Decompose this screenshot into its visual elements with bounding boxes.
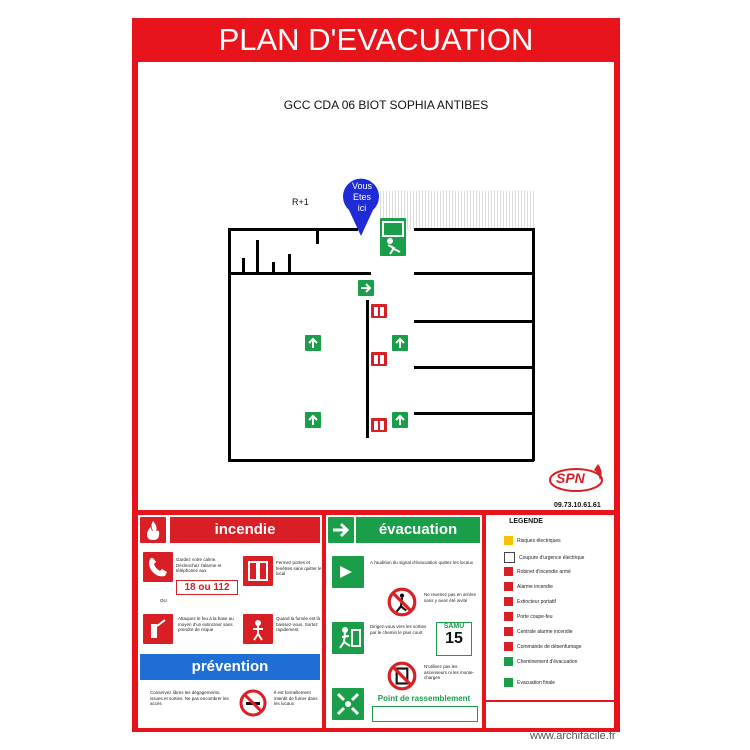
footer-site: www.archifacile.fr — [530, 730, 616, 742]
electric-risk-icon — [504, 536, 513, 545]
floor-plan-area — [138, 62, 614, 510]
smoke-control-icon — [504, 642, 513, 651]
site-name: GCC CDA 06 BIOT SOPHIA ANTIBES — [283, 98, 489, 112]
final-exit-icon — [504, 678, 513, 687]
legend-item-label: Risques électriques — [517, 537, 561, 544]
evacuation-arrow-icon — [328, 517, 354, 543]
poster-title: PLAN D'EVACUATION — [218, 22, 534, 57]
legend-item-label: Cheminement d'évacuation — [517, 658, 578, 665]
no-running-icon — [386, 586, 418, 618]
incendie-step-2-text: Fermez portes et fenêtres sans quitter le local — [276, 560, 322, 576]
you-are-here-label — [342, 181, 382, 214]
samu-box — [436, 622, 472, 656]
legend-item — [504, 552, 584, 563]
exit-arrow-up-icon — [305, 412, 321, 428]
legend-item-label: Alarme incendie — [517, 583, 553, 590]
no-smoking-icon — [238, 688, 268, 718]
prevention-header: prévention — [140, 654, 320, 680]
legend-item — [504, 597, 556, 606]
evacuation-step-4-text: N'utilisez pas les ascenseurs ni les monte-charges — [424, 664, 475, 680]
emergency-numbers: 18 ou 112 — [176, 580, 238, 595]
fire-extinguisher-icon — [371, 304, 387, 318]
legend-item-label: Coupure d'urgence électrique — [519, 554, 585, 561]
no-elevator-icon — [386, 660, 418, 692]
samu-number: 15 — [445, 630, 463, 647]
fire-evacuate-icon — [243, 614, 273, 644]
legend-item-label: Porte coupe-feu — [517, 613, 553, 620]
exit-arrow-up-icon — [392, 412, 408, 428]
legend-title: LEGENDE — [509, 518, 543, 525]
you-are-here-line1: Vous — [351, 181, 373, 191]
fire-extinguisher-use-icon — [143, 614, 173, 644]
evacuation-route-icon — [332, 622, 364, 654]
legend-item — [504, 536, 561, 545]
evacuation-header: évacuation — [356, 517, 480, 543]
legend-item — [504, 567, 571, 576]
you-are-here-line3: ici — [357, 203, 367, 213]
incendie-header: incendie — [170, 517, 320, 543]
evacuation-step-1-text: A l'audition du signal d'évacuation quittez les locaux — [370, 560, 474, 565]
assembly-point-label: Point de rassemblement — [377, 694, 471, 703]
fire-icon — [140, 517, 166, 543]
exit-arrow-up-icon — [392, 335, 408, 351]
phone-icon — [143, 552, 173, 582]
evacuation-step-3-text: Dirigez-vous vers les sorties par le chemin le plus court — [370, 624, 427, 635]
legend-list — [504, 536, 612, 696]
legend-item — [504, 612, 553, 621]
incendie-step-4-text: Quand la fumée est là baissez-vous. Sortez rapidement — [276, 616, 321, 632]
legend-item — [504, 678, 555, 687]
fire-door-icon — [243, 556, 273, 586]
assembly-point-field — [372, 706, 478, 722]
legend-item — [504, 582, 553, 591]
spn-phone: 09.73.10.61.61 — [554, 502, 601, 509]
fire-hose-icon — [504, 567, 513, 576]
exit-arrow-up-icon — [305, 335, 321, 351]
legend-item — [504, 627, 573, 636]
evacuation-step-2-text: Ne revenez pas en arrière sans y avoir été invité — [424, 592, 477, 603]
spn-brand: SPN — [556, 470, 585, 486]
legend-item — [504, 642, 582, 651]
fire-alarm-icon — [504, 582, 513, 591]
exit-arrow-right-icon — [358, 280, 374, 296]
legend-footer-panel — [486, 702, 614, 728]
fire-extinguisher-icon — [371, 352, 387, 366]
legend-item-label: Commande de désenfumage — [517, 643, 582, 650]
fire-extinguisher-icon — [371, 418, 387, 432]
floor-level: R+1 — [292, 197, 309, 207]
power-cutoff-icon — [504, 552, 515, 563]
prevention-text-1: Conservez libres les dégagements, issues et sorties. Ne pas encombrer les accès — [150, 690, 229, 706]
legend-item-label: Evacuation finale — [517, 679, 556, 686]
legend-item — [504, 657, 604, 666]
assembly-point-icon — [332, 688, 364, 720]
legend-item-label: Extincteur portatif — [517, 598, 556, 605]
or-label: OU — [160, 598, 167, 603]
you-are-here-line2: Etes — [352, 192, 371, 202]
legend-item-label: Robinet d'incendie armé — [517, 568, 571, 575]
emergency-exit-sign-icon — [380, 218, 406, 256]
samu-label: SAMU — [443, 623, 465, 630]
evacuation-alarm-icon — [332, 556, 364, 588]
extinguisher-icon — [504, 597, 513, 606]
prevention-text-2: Il est formellement interdit de fumer dans les locaux — [274, 690, 318, 706]
incendie-step-3-text: Attaquez le feu à la base au moyen d'un extincteur sans prendre de risque — [178, 616, 234, 632]
legend-item-label: Centrale alarme incendie — [517, 628, 573, 635]
fire-door-legend-icon — [504, 612, 513, 621]
evacuation-path-icon — [504, 657, 513, 666]
incendie-step-1-text: Gardez votre calme. Déclenchez l'alarme et téléphonez aux — [176, 557, 222, 573]
alarm-panel-icon — [504, 627, 513, 636]
